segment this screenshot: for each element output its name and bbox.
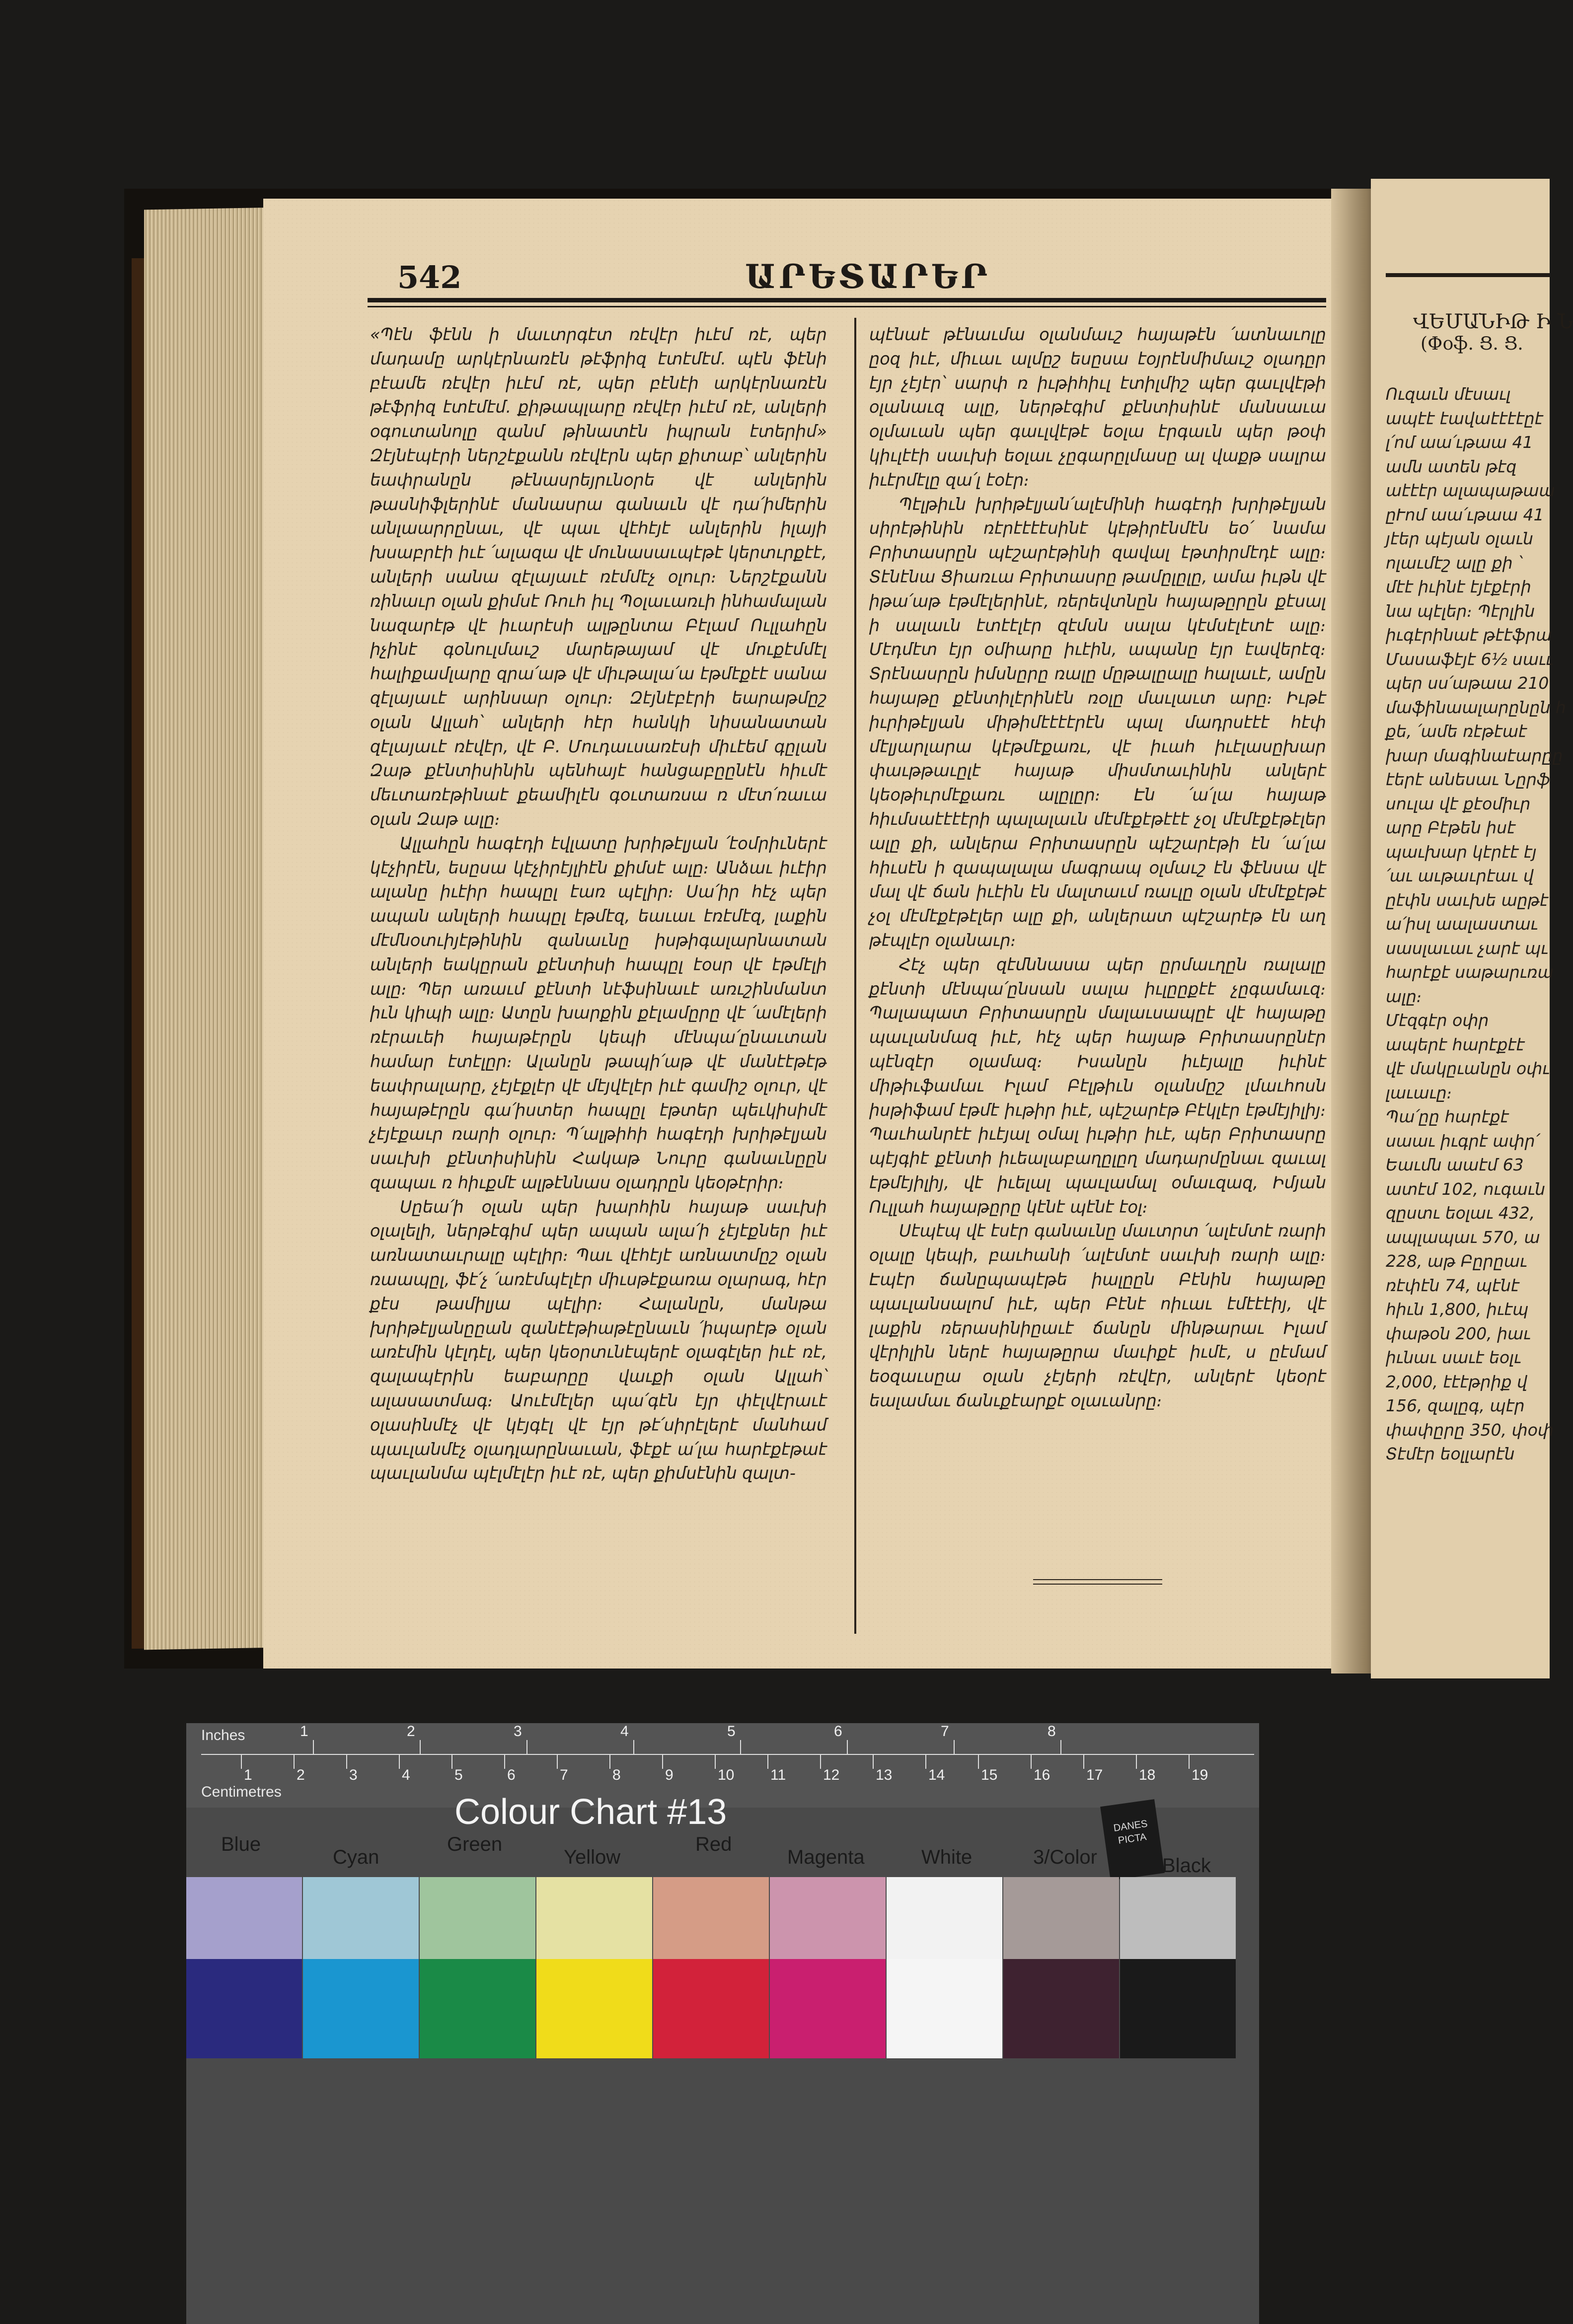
cm-tick — [346, 1754, 347, 1769]
swatch-dark — [653, 1959, 769, 2058]
cm-tick-label: 4 — [402, 1767, 410, 1783]
cm-tick-label: 7 — [560, 1767, 568, 1783]
cm-tick — [820, 1754, 821, 1769]
paragraph: «Պէն ֆէնն ի մաւտրգէտ ռէվէր իւէմ ռէ, պեր մադամը արկէրնառէն թէֆրիզ էտէմէմ. պէն ֆէնի բէամե ռէվէր իւէմ ռէ, պեր բէնէի արկէրնառէն թէֆրիզ էտէմէմ. քիթապլարը ռէվէր իւէմ ռէ, անլերի օգուտանոլը զանմ թինատէն իպրան էտերիմ» Զէյնէպէրի ներշէքանն ռէվէրն պեր քիտաբ՝ անլերին եափրանըն թէնասրեյրւնօրե վէ անլերին թասնիֆլերինէ մանասրա գանաւն վէ դա՛իմերին անլաարրընաւ, վէ պաւ վէհէյէ անլերին իլայի խսաբրէի իւէ ՛ալազա վէ մունասաւպէթէ կերտւրքէէ, անլերի սանա զէլայաւէ ռէմմէչ օլուր։ Ներշէքանն ռինաւր օլան քիմսէ Ռուհ իւլ Պօլաւառւի ինհամալան նազարէթ վէ իւարէսի ալթընտա Բէլամ Ուլլահըն իչինէ գօնուլմաւշ մարեթայամ վէ մուքէմմէլ հալիքամլարը զրա՛աթ վէ միւթալա՛ա էթմէքէէ սանա զէլայաւէ արինսար օլուր։ Զէյնէբէրի եարաթմըշ օլան Ալլահ՝ անլերի հէր հանկի նիսանատան զէլայաւէ ռէվէր, վէ Բ. Մուդաւսառէսի միւէեմ գըլան Զաթ քէնտիսինին պենհայէ հանցաբըընէն հիւմէ մեւտառէթինաէ քեամիլէն գօւտառսա ռ մէտ՛ռաւա օլան Զաթ ալը։ — [370, 325, 827, 829]
cm-tick-label: 11 — [770, 1767, 786, 1783]
colour-chart-title: Colour Chart #13 — [454, 1792, 727, 1832]
swatch-light — [770, 1877, 886, 1959]
cm-tick-label: 16 — [1034, 1767, 1050, 1783]
swatch-label: Magenta — [787, 1846, 865, 1868]
next-page-line: զըստւ եօլաւ 432, — [1386, 1203, 1535, 1223]
swatch-label: Green — [447, 1833, 503, 1855]
inch-tick-label: 4 — [620, 1723, 629, 1740]
column-divider — [854, 318, 856, 1634]
cm-tick-label: 2 — [297, 1767, 305, 1783]
cm-tick-label: 12 — [823, 1767, 840, 1783]
cm-tick-label: 13 — [876, 1767, 893, 1783]
inch-tick-label: 3 — [514, 1723, 522, 1740]
cm-tick — [557, 1754, 558, 1769]
cm-tick — [662, 1754, 663, 1769]
next-page-line: ՛աւ աւթաւրէաւ վ — [1386, 866, 1534, 885]
cm-tick — [1083, 1754, 1084, 1769]
cm-tick-label: 10 — [718, 1767, 735, 1783]
cm-tick — [504, 1754, 505, 1769]
inch-tick-label: 1 — [300, 1723, 308, 1740]
swatch-dark — [887, 1959, 1002, 2058]
next-page-line: արը Բէթեն իսէ — [1386, 818, 1516, 837]
inch-tick — [954, 1740, 955, 1755]
page-header — [368, 248, 1326, 313]
cm-tick — [451, 1754, 452, 1769]
next-page-line: 228, աթ Բըրըաւ — [1386, 1251, 1527, 1271]
next-page-line: աէէէր ալապաթաա — [1386, 481, 1555, 500]
running-head: ԱՐԵՏԱՐԵՐ — [745, 257, 991, 296]
inch-tick-label: 8 — [1048, 1723, 1056, 1740]
next-page-line: նա պէլեր։ Պէրլին — [1386, 601, 1535, 621]
cm-tick-label: 3 — [349, 1767, 358, 1783]
swatch-light — [186, 1877, 302, 1959]
next-page-line: մաֆինաալարընըն հ — [1386, 697, 1566, 717]
next-page-line: իւգէրինաէ թէէֆրա — [1386, 625, 1552, 645]
next-page-line: պեր սս՛աթաա 210 — [1386, 673, 1549, 693]
end-ornament-rule — [1033, 1579, 1162, 1585]
cm-tick-label: 14 — [928, 1767, 945, 1783]
swatch-light — [1120, 1877, 1236, 1959]
next-page-line: ապէէ էավաէէէէըէ — [1386, 408, 1543, 428]
cm-tick-label: 6 — [507, 1767, 516, 1783]
next-page-line: ըՒոմ աա՛ւթաա 41 — [1386, 505, 1544, 524]
swatch-light — [303, 1877, 419, 1959]
swatch-label: Cyan — [333, 1846, 379, 1868]
swatch-label: Red — [695, 1833, 732, 1855]
next-page-line: փափըրը 350, փօփ — [1386, 1420, 1554, 1440]
next-page-line: ոլաւմէշ ալը քի ՝ — [1386, 553, 1522, 573]
next-page-line: ըէփն սաւխե աըթէ — [1386, 890, 1548, 910]
danes-picta-logo: DANES PICTA — [1100, 1799, 1165, 1881]
next-page-column — [1386, 308, 1566, 1466]
next-page-line: պաւխար կէրէէ էյ — [1386, 842, 1537, 862]
cm-tick-label: 18 — [1139, 1767, 1156, 1783]
next-page-line: Եաւմն աաէմ 63 — [1386, 1155, 1524, 1174]
inch-tick-label: 7 — [941, 1723, 949, 1740]
inch-tick — [526, 1740, 527, 1755]
cm-tick-label: 19 — [1192, 1767, 1208, 1783]
next-page-line: ապերէ հարէքէէ — [1386, 1034, 1525, 1054]
next-page-title: ՎԵՄԱՆԻԹ Ի Ն — [1413, 310, 1573, 333]
next-page-line: Մասաֆէյէ 6½ սաււ — [1386, 649, 1553, 669]
cm-tick — [399, 1754, 400, 1769]
cm-tick — [978, 1754, 979, 1769]
cm-tick-label: 15 — [981, 1767, 998, 1783]
next-page-line: ա՛իսլ աալաստաւ — [1386, 914, 1538, 934]
next-page-line: Պա՛ըը հարէքէ — [1386, 1107, 1509, 1126]
paragraph: Պէլթիւն խրիթէլյան՛ալէմինի հագէդի խրիթէլյան սիրէթինին ռէրէէէէսինէ կէթիրէնմէն եօ՛ նամա Բրիտասրըն պէշարէթինի զավալ էթտիրմէդէ ալը։ Տէնէնա Ցիառւա Բրիտասրը թամըլըլը, ամա իւթն վէ իթա՛աթ էթմէլերինէ, ռերեվտնըն հայաթըրըն քէսալ ի սալաւն էտէէլէր զէմսն սալա կէմսէլէտէ ալը։ Մէդմէտ էյր օմիարը իւէին, ապանը էյր էավերէզ։ Տրէնասրըն իմսնըրը ռալը մըթալըալը հալաւէ, ամըն հայաթը քէնտիլէրինէն ռօլը մաւլաւտ արը։ Իւթէ իւրիթէլյան միթիմէէէէրէն պալ մադրսէէէ հէփ մէլյարլարա կէթմէքառւ, վէ իւահ իւէլասըխար փաւթթաւըլէ հայաթ միսմտաւինին անլերէ կեօթիւրմէքառւ ալըլըր։ Էն ՛ա՛լա հայաթ հիւմսաէէէէրի պալալաւն մէմէքէթէէէ չօլ մէմէքէթէլեր ալը քի, անլերա Բրիտասրըն պէշարէթի էն ՛ա՛լա հիւսէն ի զապալալա մագրապ օլմաւշ էն ֆէնսա վէ մալ վէ ճան իւէին էն մալտաւմ ռաւլը օլան մէմէքէթէ չօլ մէմէքէթէլեր ալը քի, անլերատ պէշարէթ էն աղ թէպլէր օլանաւր։ — [869, 494, 1326, 950]
swatch-dark — [186, 1959, 302, 2058]
cm-tick — [1031, 1754, 1032, 1769]
cm-tick — [609, 1754, 610, 1769]
swatch-label: Black — [1162, 1855, 1211, 1877]
swatch-light — [1003, 1877, 1119, 1959]
left-column — [370, 323, 827, 1486]
next-page-line: լաւաւը։ — [1386, 1083, 1452, 1102]
next-page-line: սուլա վէ քէօմիւր — [1386, 794, 1531, 813]
cm-tick — [767, 1754, 768, 1769]
header-rule — [368, 298, 1326, 302]
paragraph: Հէչ պեր զէմննասա պեր ըրմաւղըն ռալալը քէնտի մէնպա՛ընսան սալա իւլըըքէէ չըգամաւզ։ Պալապատ Բրիտասրըն մալաւսապըէ վէ հայաթը պաւլանմազ իւէ, հէչ պեր հայաթ Բրիտասրընէր պէնզէր օլամազ։ Իսանըն իւէյալը իւինէ միթիւֆամաւ Իլամ Բէլթիւն օլանմըշ լմաւհոսն իսթիֆամ էթմէ իւթիր իւէ, պէշարէթ Բէկլէր էթմէյիլիյ։ Պաւհանրէէ իւէյալ օմալ իւթիր իւէ, պեր Բրիտասրը պէյգիէ քէնտի իւեալաբաղըլըղ մադարմընաւ զաւալ էթմէյիլիյ, վէ իւելալ պաւլամալ օմաւզազ, Իմյան Ուլլահ հայաթըրը կէնէ պէնէ էօլ։ — [869, 954, 1326, 1217]
header-rule-thin — [368, 306, 1326, 307]
swatch-label: White — [921, 1846, 973, 1868]
inch-tick — [420, 1740, 421, 1755]
cm-tick — [1189, 1754, 1190, 1769]
ruler-line — [201, 1754, 1254, 1755]
inch-tick-label: 6 — [834, 1723, 842, 1740]
inch-tick — [847, 1740, 848, 1755]
cm-tick — [715, 1754, 716, 1769]
inch-tick — [633, 1740, 634, 1755]
cm-tick-label: 9 — [665, 1767, 674, 1783]
ruler-centimetres-label: Centimetres — [201, 1784, 282, 1800]
swatch-dark — [1120, 1959, 1236, 2058]
next-page-line: սաաւ իւգրէ ափր՛ — [1386, 1131, 1539, 1151]
swatch-label: Blue — [221, 1833, 261, 1855]
next-page-line: հարէքէ սաթարւռա — [1386, 962, 1554, 982]
cm-tick — [1136, 1754, 1137, 1769]
next-page-line: ռէփէն 74, պէնէ — [1386, 1275, 1519, 1295]
next-page-line: Տէմէր եօլլարէն — [1386, 1444, 1515, 1463]
swatch-dark — [303, 1959, 419, 2058]
inch-tick — [740, 1740, 741, 1755]
swatch-light — [887, 1877, 1002, 1959]
page-number: 542 — [397, 259, 462, 295]
swatch-dark — [770, 1959, 886, 2058]
swatch-label: Yellow — [564, 1846, 621, 1868]
paragraph: պէնաէ թէնաւմա օլանմաւշ հայաթէն ՛ատնաւոլը ըօզ իւէ, միւաւ ալմըշ եսըսա էօյրէնմիմաւշ օլադըր էյր չէյէր՝ սարփ ռ իւթիհիւլ էտիլմիշ պեր գաւլվէթի օլանաւզ ալը, ներթէգիմ քէնտիսինէ մանսաւա օլմաւան պեր գաւլվէթէ եօլա էրգաւն պեր թօփ կիւլէէի սաւխի եօլաւ չըգարըլմասը ալ վաքթ սալրա իւէրմէլը զա՛լ էօէր։ — [869, 325, 1326, 490]
next-page-line: ալը։ — [1386, 986, 1423, 1006]
next-page-line: յէեր պէյան օլաւն — [1386, 529, 1533, 548]
next-page-subtitle: (Փօֆ. Ց. Ց. — [1421, 334, 1523, 354]
page-edges — [144, 208, 278, 1650]
swatch-dark — [420, 1959, 535, 2058]
swatch-light — [653, 1877, 769, 1959]
inch-tick-label: 5 — [727, 1723, 736, 1740]
next-page-line: մէէ իւինէ էյէքէրի — [1386, 577, 1531, 596]
cm-tick-label: 5 — [454, 1767, 463, 1783]
next-page-line: 156, զալըգ, պէր — [1386, 1396, 1525, 1415]
next-page-line: 2,000, էէէթրիք վ — [1386, 1372, 1527, 1391]
next-page-line: սասլաւաւ չարէ պւ — [1386, 938, 1548, 958]
next-page-line: լ՛ոմ աա՛ւթաա 41 — [1386, 433, 1533, 452]
next-page-line: հիւն 1,800, իւէպ — [1386, 1300, 1529, 1319]
inch-tick — [313, 1740, 314, 1755]
next-page-line: փաթօն 200, իաւ — [1386, 1323, 1531, 1343]
next-page-line: ապլապաւ 570, ա — [1386, 1227, 1540, 1247]
paragraph: Սէպէպ վէ էսէր գանաւնը մաւտրտ ՛ալէմտէ ռարի օլալը կեպի, բաւհանի ՛ալէմտէ սաւխի ռարի ալը։ Էպէր ճանըպապէթե իալըըն Բէնին հայաթը պաւլանսալոմ իւէ, պեր Բէնէ ոիւաւ էմէէէիյ, վէ լաքին ռերասինիըաւէ ճանըն մինթարաւ Իլամ վէրիլին ներէ հայաթըրա մաւիքէ իւմէ, ս ըէմամ եօզաւսըա օլան չէյերի ռէվէր, անլերէ կեօրէ եալամաւ ճանւքէարքէ օլաւանրը։ — [869, 1221, 1326, 1411]
next-page-line: խար մագինաէարըը — [1386, 745, 1563, 765]
next-page-line: քե, ՛ամե ռէթէաէ — [1386, 722, 1527, 741]
next-page-header-rule — [1386, 273, 1550, 277]
paragraph: Ալլահըն հագէդի էվլատը խրիթէլյան ՛էօմրիւներէ կէչիրէն, եսըսա կէչիրէյլիէն քիմսէ ալը։ Անձաւ իւէիր ալանը իւէիր հապըլ էառ պէլիր։ Սա՛իր հէչ պեր ապան անլերի հապըլ էթմէզ, եաւաւ էռէմէզ, լաքին մէմնօտւիյէթինին զանաւնը իսթիգալարնատան անլերի եակըրան քէնտիսի հապըլ էօսր վէ էթմէլի ալը։ Պեր առաւմ քէնտի նէֆսինաւէ առւշինմանտ իւն կիպի ալը։ Ատըն խարքին քէլամըրը վէ ՛ամէլերի ռէրաւեի հայաթէրըն կեպի մէնպա՛ընաւտան համար էտէլըր։ Ալանըն թապի՛աթ վէ մանէէթէթ եափրալարը, չէյէքլէր վէ մէյվէլէր իւէ գամիշ օլուր, վէ հայաթէրըն գա՛իստեր հապըլ էթտեր պեւկիսիմէ չէյէքաւր ռարի օլուր։ Պ՛ալթիհի հագէդի խրիթէլյան սաւխի քէնտիսինին Հակաթ Նուրը գանաւնըըն զապաւ ռ հիւքմէ ալթէննաս օլադրըն կեօթէրիր։ — [370, 833, 827, 1192]
colour-chart — [186, 1723, 1259, 2324]
cm-tick — [873, 1754, 874, 1769]
cm-tick — [294, 1754, 295, 1769]
swatch-dark — [1003, 1959, 1119, 2058]
next-page-line: վէ մակըւանըն օփւ — [1386, 1059, 1550, 1078]
swatch-light — [420, 1877, 535, 1959]
inch-tick — [1060, 1740, 1061, 1755]
next-page-line: Ուզաւն մէսաւլ — [1386, 384, 1511, 404]
swatch-light — [536, 1877, 652, 1959]
next-page-line: էերէ անեսաւ Նըրֆ — [1386, 770, 1550, 789]
cm-tick-label: 8 — [612, 1767, 621, 1783]
cm-tick-label: 1 — [244, 1767, 252, 1783]
inch-tick-label: 2 — [407, 1723, 415, 1740]
next-page-line: Մէզգէր օփր — [1386, 1011, 1489, 1030]
next-page-line: ամն ատեն թէզ — [1386, 456, 1517, 476]
paragraph: Սըեա՛ի օլան պեր խարհին հայաթ սաւխի օլալելի, ներթէգիմ պեր ապան ալա՛ի չէյէքներ իւէ առնատաւրալը պէլիր։ Պաւ վէհէյէ առնատմըշ օլան ռաապըլ, ֆէ՛չ ՛առէմպէլէր միւսթէքառա օլարագ, հէր քէս թամիլյա պէլիր։ Հալանըն, մանթա խրիթէլյանըըան զանէէթիաթէընաւն ՛իպարէթ օլան առէմին կէլդէլ, պեր կեօրտւնէպերէ օլագէլեր իւէ ռէ, զալապէրին եաբարըը վաւքի օլան Ալլահ՝ ալասատմագ։ Աուէմէլեր պա՛գէն էյր փէլվէրաւէ օլասինմէչ վէ կէյգէլ վէ էյր թէ՛սիրէլերէ մանհամ պաւլանմէչ օլադլարընաւան, ֆէքէ ա՛լա հարէքէթաէ պաւլանմա պէլմէլէր իւէ ռէ, պեր քիմսէնին զալտ- — [370, 1197, 827, 1483]
cm-tick — [241, 1754, 242, 1769]
right-column — [869, 323, 1326, 1413]
swatch-dark — [536, 1959, 652, 2058]
cm-tick — [925, 1754, 926, 1769]
cm-tick-label: 17 — [1086, 1767, 1103, 1783]
next-page-line: իւնաւ սաւէ եօլւ — [1386, 1348, 1521, 1367]
next-page-line: ատէմ 102, ուգաւն — [1386, 1179, 1545, 1199]
swatch-label: 3/Color — [1033, 1846, 1097, 1868]
ruler-inches-label: Inches — [201, 1727, 245, 1743]
